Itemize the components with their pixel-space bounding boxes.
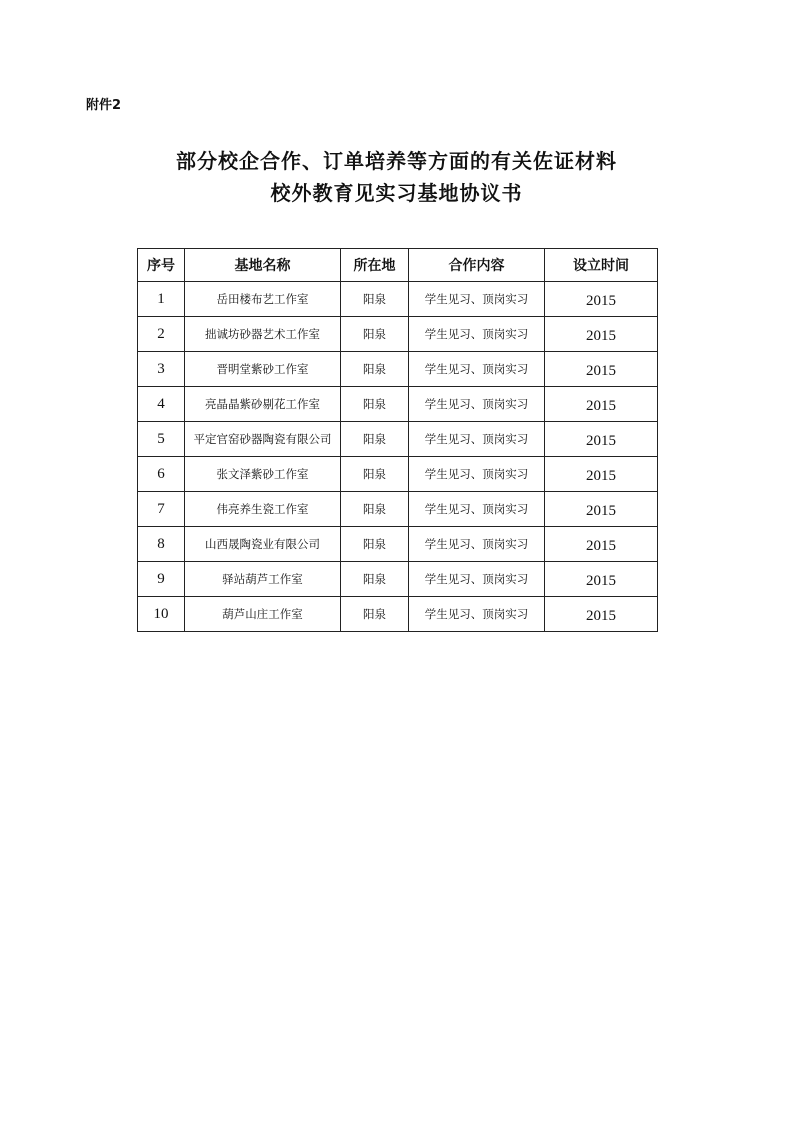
cell-serial: 2 <box>138 317 185 352</box>
cell-content: 学生见习、顶岗实习 <box>409 597 545 632</box>
table-row <box>138 317 658 352</box>
cell-location: 阳泉 <box>341 527 409 562</box>
document-title: 部分校企合作、订单培养等方面的有关佐证材料 <box>176 149 617 173</box>
cell-base-name: 岳田楼布艺工作室 <box>185 282 341 317</box>
cell-content: 学生见习、顶岗实习 <box>409 387 545 422</box>
cell-content: 学生见习、顶岗实习 <box>409 422 545 457</box>
cell-year: 2015 <box>545 562 658 597</box>
table-body <box>138 282 658 632</box>
cell-year: 2015 <box>545 597 658 632</box>
table-row <box>138 527 658 562</box>
cell-location: 阳泉 <box>341 492 409 527</box>
cell-location: 阳泉 <box>341 282 409 317</box>
cell-content: 学生见习、顶岗实习 <box>409 317 545 352</box>
cell-serial: 6 <box>138 457 185 492</box>
cell-content: 学生见习、顶岗实习 <box>409 352 545 387</box>
practice-base-table <box>137 248 658 632</box>
cell-year: 2015 <box>545 387 658 422</box>
cell-year: 2015 <box>545 492 658 527</box>
cell-year: 2015 <box>545 317 658 352</box>
column-header-location: 所在地 <box>341 249 409 282</box>
cell-location: 阳泉 <box>341 562 409 597</box>
cell-base-name: 平定官窑砂器陶瓷有限公司 <box>185 422 341 457</box>
table-row <box>138 352 658 387</box>
table-row <box>138 387 658 422</box>
cell-serial: 1 <box>138 282 185 317</box>
table-header-row <box>138 249 658 282</box>
table-row <box>138 457 658 492</box>
cell-serial: 9 <box>138 562 185 597</box>
cell-serial: 4 <box>138 387 185 422</box>
cell-base-name: 葫芦山庄工作室 <box>185 597 341 632</box>
table-row <box>138 597 658 632</box>
cell-location: 阳泉 <box>341 597 409 632</box>
cell-location: 阳泉 <box>341 317 409 352</box>
table-row <box>138 562 658 597</box>
cell-serial: 5 <box>138 422 185 457</box>
cell-year: 2015 <box>545 457 658 492</box>
cell-content: 学生见习、顶岗实习 <box>409 527 545 562</box>
cell-base-name: 拙诚坊砂器艺术工作室 <box>185 317 341 352</box>
table-row <box>138 492 658 527</box>
cell-base-name: 张文泽紫砂工作室 <box>185 457 341 492</box>
attachment-label: 附件2 <box>86 98 122 113</box>
cell-serial: 3 <box>138 352 185 387</box>
cell-year: 2015 <box>545 527 658 562</box>
table-row <box>138 422 658 457</box>
cell-base-name: 山西晟陶瓷业有限公司 <box>185 527 341 562</box>
cell-location: 阳泉 <box>341 387 409 422</box>
cell-content: 学生见习、顶岗实习 <box>409 492 545 527</box>
cell-serial: 8 <box>138 527 185 562</box>
column-header-serial: 序号 <box>138 249 185 282</box>
column-header-content: 合作内容 <box>409 249 545 282</box>
cell-content: 学生见习、顶岗实习 <box>409 457 545 492</box>
cell-base-name: 亮晶晶紫砂剔花工作室 <box>185 387 341 422</box>
cell-location: 阳泉 <box>341 352 409 387</box>
cell-content: 学生见习、顶岗实习 <box>409 562 545 597</box>
cell-serial: 10 <box>138 597 185 632</box>
cell-location: 阳泉 <box>341 422 409 457</box>
cell-base-name: 晋明堂紫砂工作室 <box>185 352 341 387</box>
cell-base-name: 驿站葫芦工作室 <box>185 562 341 597</box>
cell-year: 2015 <box>545 352 658 387</box>
cell-serial: 7 <box>138 492 185 527</box>
document-subtitle: 校外教育见实习基地协议书 <box>270 181 523 205</box>
cell-location: 阳泉 <box>341 457 409 492</box>
table-row <box>138 282 658 317</box>
cell-year: 2015 <box>545 282 658 317</box>
cell-year: 2015 <box>545 422 658 457</box>
table-header <box>138 249 658 282</box>
column-header-year: 设立时间 <box>545 249 658 282</box>
cell-base-name: 伟亮养生瓷工作室 <box>185 492 341 527</box>
cell-content: 学生见习、顶岗实习 <box>409 282 545 317</box>
column-header-base-name: 基地名称 <box>185 249 341 282</box>
